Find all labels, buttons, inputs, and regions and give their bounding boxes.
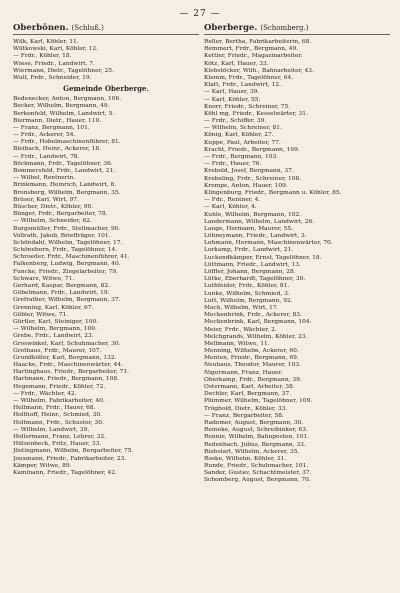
list-item: Hellmann, Frdr., Hauer, 68. — [13, 405, 96, 412]
list-item: Klebstöcker, Wilh., Bahnarbeiter, 43. — [204, 67, 314, 74]
list-item: Neuhaus, Theodor, Maurer, 103. — [204, 362, 301, 369]
left-top-entries — [13, 39, 199, 82]
list-item: Schöndahl, Wilhelm, Tagelöhner, 17. — [13, 239, 123, 246]
list-item: Mellmann, Witwe, 11. — [204, 340, 270, 347]
list-item: — Frdr., Schiffer, 39. — [204, 118, 267, 125]
list-item: Haacke, Frdr., Maschinenwärter, 44. — [13, 362, 123, 369]
list-item: Gerhard, Kaspar, Bergmann, 82. — [13, 283, 110, 289]
list-item: — Frdr., Wächter, 42. — [13, 390, 77, 397]
list-item: Groswinkel, Karl, Schuhmacher, 30. — [13, 340, 121, 347]
list-item: König, Karl, Köhler, 27. — [204, 132, 274, 139]
list-item: Dechler, Karl, Bergmann, 37. — [204, 391, 292, 398]
list-item: Holtmann, Frdr., Schuster, 30. — [13, 419, 104, 426]
list-item: — Frdr., Hobelmaschinenführer, 81. — [13, 139, 121, 146]
list-item: — Frdr., Landwirt, 78. — [13, 153, 80, 160]
list-item: Böckmann, Frdr., Tagelöhner, 36. — [13, 160, 113, 167]
list-item: — Karl, Köhler, 55. — [204, 96, 261, 103]
list-item: Hartmann, Friedr., Bergmann, 108. — [13, 376, 120, 383]
list-item: — Karl, Hauer, 39. — [204, 89, 260, 96]
list-item: Sander, Gustav, Schachtmeister, 37. — [204, 470, 312, 477]
right-column — [204, 22, 390, 485]
list-item: Vollrath, Jakob, Briefträger, 101. — [13, 232, 111, 239]
list-item: Redenbach, Julius, Bergmann, 33. — [204, 441, 306, 448]
list-item: Grenning, Karl, Köhler, 67. — [13, 304, 94, 311]
list-item: Roske, Wilhelm, Köhler, 31. — [204, 455, 287, 462]
list-item: Jöstingmann, Wilhelm, Bergarbeiter, 75. — [13, 448, 134, 455]
list-item: Bünger, Frdr., Bergarbeiter, 78. — [13, 211, 108, 218]
list-item: — Wilhelm, Bergmann, 100. — [13, 326, 97, 333]
list-item: Luckendkämper, Ernst, Tagelöhner, 18. — [204, 254, 322, 261]
list-item: Lorkamp, Frdr., Landwirt, 21. — [204, 247, 294, 254]
list-item: — Wilhelm, Landwirt, 39. — [13, 426, 90, 433]
left-column-heading — [13, 22, 199, 35]
list-item: Klatt, Frdr., Landwirt, 12. — [204, 82, 281, 89]
list-item: Reineke, August, Schreibinker, 63. — [204, 427, 308, 434]
list-item: Schomberg, August, Bergmann, 70. — [204, 477, 311, 484]
list-item: Krebeling, Frdr., Schreiner, 108. — [204, 175, 302, 182]
list-item: Trögbold, Dietr., Köhler, 33. — [204, 405, 288, 412]
list-item: Funcke, Friedr., Ziegelarbeiter, 79. — [13, 268, 118, 275]
list-item: — Wilhelm, Schreiner, 81. — [204, 125, 282, 132]
list-item: Klingenburg, Friedr., Bergmann u. Köhler, 85. — [204, 189, 342, 196]
list-item: — Frdr., Bergmann, 103. — [204, 154, 279, 160]
list-item: Gürtler, Karl, Steiniger, 100. — [13, 318, 99, 325]
list-item: Kuppe, Paul, Arbeiter, 77. — [204, 139, 281, 146]
list-item: Riebslart, Wilhelm, Ackerer, 35. — [204, 448, 300, 455]
left-heading-title: Oberbönen. — [13, 23, 69, 33]
list-item: Kötz, Karl, Hauer, 33. — [204, 60, 269, 67]
list-item: Wulf, Frdr., Schneider, 19. — [13, 74, 92, 81]
list-item: — Franz, Bergmann, 101. — [13, 124, 90, 131]
list-item: Wiltkowski, Karl, Köhler, 12. — [13, 46, 99, 53]
list-item: Brüser, Karl, Wirt, 97. — [13, 196, 79, 203]
list-item: Menning, Wilhelm, Ackerer, 60. — [204, 348, 299, 355]
list-item: Krempe, Anton, Hauer, 109. — [204, 182, 288, 189]
list-item: Berkenfeld, Wilhelm, Landwirt, 5. — [13, 110, 115, 117]
list-item: Brinkmann, Heinrich, Landwirt, 8. — [13, 182, 117, 189]
list-item: — Frdr., Hauer, 76. — [204, 161, 262, 168]
list-item: Rademer, August, Bergmann, 30. — [204, 419, 304, 426]
list-item: Löhneymann, Friedr., Landwirt, 3. — [204, 233, 307, 240]
right-heading-note: (Schomberg.) — [260, 24, 309, 32]
list-item: Falkenberg, Ludwig, Bergmann, 40. — [13, 261, 121, 268]
list-item: Klemm, Frdr., Tagelöhner, 64. — [204, 74, 294, 81]
list-item: Lunke, Wilhelm, Schmied, 3. — [204, 290, 290, 297]
list-item: — Frdr., Ackerer, 54. — [13, 132, 76, 139]
list-item: Holthoff, Heinr., Schmied, 30. — [13, 412, 103, 419]
list-item: Grundköller, Karl, Bergmann, 132. — [13, 354, 117, 361]
list-item: — Wilhel, Rentnerin. — [13, 175, 76, 182]
list-item: Knorr, Friedr., Schreiner, 75. — [204, 103, 291, 110]
list-item: Lüttmann, Friedr., Landwirt, 13. — [204, 261, 301, 268]
list-item: Melchgrands, Wilhelm, Köhler, 23. — [204, 333, 308, 340]
list-item: Bommersfeld, Frdr., Landwirt, 21. — [13, 168, 116, 174]
list-item: Schwarz, Witwe, 71. — [13, 275, 75, 282]
list-item: Krebold, Josef, Bergmann, 37. — [204, 168, 294, 175]
list-item: Becker, Wilhelm, Bergmann, 49. — [13, 103, 110, 110]
list-item: Lohmann, Hermann, Maschinenwärter, 70. — [204, 240, 333, 247]
list-item: Bedenecker, Anton, Bergmann, 106. — [13, 96, 122, 103]
list-item: Biermann, Dietr., Hauer, 110. — [13, 117, 102, 124]
list-item: Hülsenbeck, Fritz, Hauer, 33. — [13, 441, 102, 448]
list-item: Kaminann, Friedr., Tagelöhner, 42. — [13, 469, 117, 476]
list-item: Rennie, Wilhelm, Bahnposten, 101. — [204, 434, 310, 441]
list-item: Kettler, Friedr., Magazinarbeiter. — [204, 53, 303, 60]
list-item: — Karl, Köhler, 4. — [204, 204, 257, 211]
list-item: Wilk, Karl, Köhler, 11. — [13, 39, 79, 45]
list-item: Remmert, Frdr., Bergmann, 49. — [204, 46, 299, 53]
list-item: Göbelmann, Frdr., Landwirt, 19. — [13, 290, 110, 297]
list-item: Lutt, Wilhelm, Bergmann, 92. — [204, 297, 293, 304]
list-item: — Fdr., Rentner, 4. — [204, 197, 261, 204]
list-item: Kämper, Witwe, 89. — [13, 462, 72, 469]
list-item: Menten, Friedr., Bergmann, 69. — [204, 355, 299, 362]
list-item: Kracht, Friedr., Bergmann, 109. — [204, 146, 300, 153]
list-item: Göbler, Witwe, 71. — [13, 311, 69, 318]
list-item: — Franz, Bergarbeiter, 58. — [204, 412, 284, 419]
list-item: Hegemann, Friedr., Köhler, 72. — [13, 383, 106, 390]
list-item: Bleibach, Heinr., Ackerer, 18. — [13, 146, 101, 153]
list-item: Hollermann, Franz, Lehrer, 32. — [13, 433, 107, 440]
list-item: Reller, Bertha, Fabrikarbeiterin, 68. — [204, 39, 312, 45]
right-heading-title: Oberberge. — [204, 23, 258, 33]
list-item: — Wilhelm, Fabrikarbeiter, 40. — [13, 398, 105, 404]
right-column-heading — [204, 22, 390, 35]
list-item: Mack, Wilhelm, Wirt, 17. — [204, 304, 279, 311]
list-item: Burgsmüller, Frdr., Stellmacher, 90. — [13, 225, 121, 232]
right-entries — [204, 39, 390, 485]
list-item: Luthfeider, Frdr., Köhler, 81. — [204, 283, 290, 290]
list-item: Schroeder, Frdr., Maschinenführer, 41. — [13, 254, 130, 261]
list-item: Lütke, Eberhardt, Tagelöhner, 30. — [204, 276, 306, 283]
list-item: Runde, Friedr., Schuhmacher, 101. — [204, 463, 309, 470]
list-item: Plümmer, Wilhelm, Tagelöhner, 109. — [204, 398, 313, 405]
list-item: Meier, Frdr., Wächter, 2. — [204, 326, 277, 333]
page-number: — 27 — — [179, 9, 221, 19]
list-item: Nigermann, Franz, Hauer. — [204, 369, 283, 376]
left-column — [13, 22, 199, 477]
list-item: Hartinghaus, Friedr., Bergarbeiter, 71. — [13, 369, 129, 376]
list-item: Bronsberg, Wilhelm, Bergmann, 35. — [13, 189, 121, 196]
list-item: Lange, Hermann, Maurer, 55. — [204, 225, 294, 232]
list-item: Kuhle, Wilhelm, Bergmann, 102. — [204, 211, 302, 218]
list-item: — Frdr., Köhler, 18. — [13, 53, 72, 60]
list-item: Löffler, Johann, Bergmann, 28. — [204, 269, 296, 275]
list-item: Jouxmann, Friedr., Fabrikarbeiter, 23. — [13, 455, 127, 462]
list-item: Landermann, Wilhelm, Landwirt, 26. — [204, 218, 315, 225]
list-item: Wiese, Friedr., Landwirt, 7. — [13, 60, 95, 67]
list-item: Büscher, Dietr., Köhler, 90. — [13, 203, 94, 210]
list-item: — Wilhelm, Schneider, 62. — [13, 218, 92, 225]
left-heading-note: (Schluß.) — [71, 24, 104, 32]
list-item: Grothaus, Frdr., Maurer, 107. — [13, 347, 102, 354]
list-item: Schöneborn, Frdr., Tagelöhner, 14. — [13, 247, 118, 254]
left-entries — [13, 96, 199, 477]
list-item: Meckenbrink, Frdr., Ackerer, 83. — [204, 312, 302, 319]
list-item: Meckenbrink, Karl, Bergmann, 104. — [204, 319, 312, 326]
list-item: Köhl mg, Friedr., Kesselwärter, 31. — [204, 110, 308, 117]
section-title: Gemeinde Oberberge. — [63, 84, 149, 94]
list-item: Oberkamp, Frdr., Bergmann, 39. — [204, 376, 302, 383]
list-item: Wiermann, Dietr., Tagelöhner, 25. — [13, 67, 114, 74]
list-item: Grebe, Frdr., Landwirt, 23. — [13, 333, 94, 340]
list-item: Ostermann, Karl, Arbeiter, 38. — [204, 384, 295, 390]
list-item: Grefrather, Wilhelm, Bergmann, 37. — [13, 297, 121, 304]
